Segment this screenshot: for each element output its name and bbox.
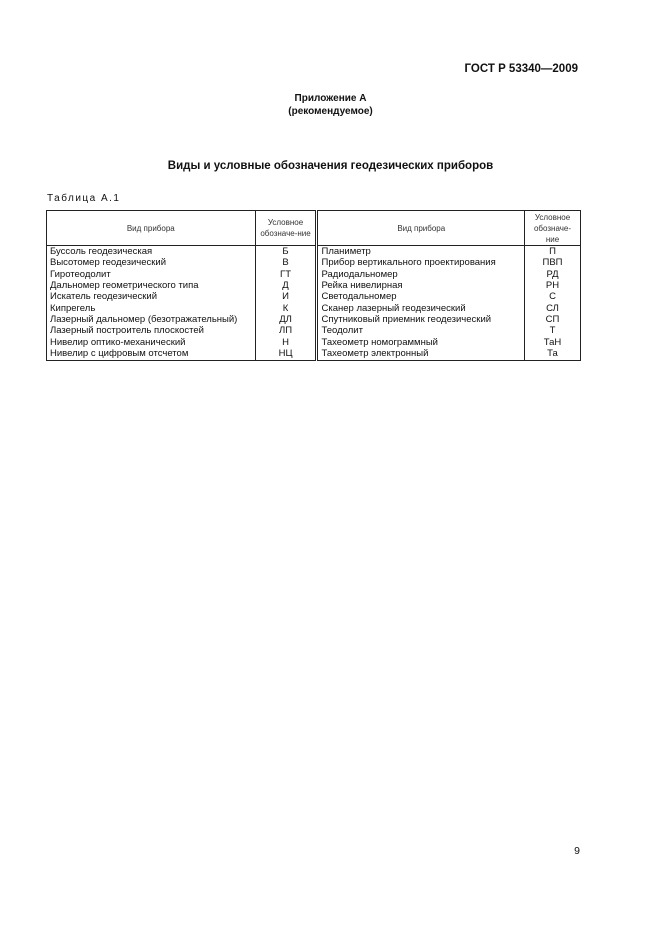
section-heading: Виды и условные обозначения геодезических приборов <box>167 160 494 172</box>
instrument-code-left: НЦ <box>255 348 317 361</box>
instrument-name-right: Тахеометр номограммный <box>317 336 525 347</box>
header-name-right: Вид прибора <box>317 211 525 246</box>
table-row <box>47 314 581 325</box>
table-body <box>47 246 581 361</box>
appendix-title: Приложение А <box>294 93 367 104</box>
instrument-code-right: ПВП <box>525 257 581 268</box>
instruments-table-wrapper <box>46 210 581 361</box>
instrument-code-left: ДЛ <box>255 314 317 325</box>
header-name-left: Вид прибора <box>47 211 256 246</box>
table-row <box>47 348 581 361</box>
table-row <box>47 257 581 268</box>
table-row <box>47 246 581 258</box>
appendix-block <box>0 92 661 118</box>
instrument-name-right: Тахеометр электронный <box>317 348 525 361</box>
instrument-name-right: Теодолит <box>317 325 525 336</box>
instrument-name-right: Спутниковый приемник геодезический <box>317 314 525 325</box>
instrument-code-left: ГТ <box>255 269 317 280</box>
instrument-name-right: Светодальномер <box>317 291 525 302</box>
instrument-code-right: СЛ <box>525 302 581 313</box>
table-row <box>47 291 581 302</box>
instrument-code-right: РН <box>525 280 581 291</box>
instrument-name-left: Нивелир оптико-механический <box>47 336 256 347</box>
instrument-name-left: Искатель геодезический <box>47 291 256 302</box>
instrument-code-right: П <box>525 246 581 258</box>
table-row <box>47 280 581 291</box>
instrument-name-left: Лазерный дальномер (безотражательный) <box>47 314 256 325</box>
table-row <box>47 269 581 280</box>
instrument-code-left: Н <box>255 336 317 347</box>
table-row <box>47 325 581 336</box>
instrument-code-left: Б <box>255 246 317 258</box>
table-row <box>47 302 581 313</box>
instrument-name-right: Прибор вертикального проектирования <box>317 257 525 268</box>
instrument-name-left: Нивелир с цифровым отсчетом <box>47 348 256 361</box>
instrument-code-left: И <box>255 291 317 302</box>
header-code-left: Условное обозначе-ние <box>255 211 317 246</box>
instrument-code-right: ТаН <box>525 336 581 347</box>
document-code: ГОСТ Р 53340—2009 <box>464 63 578 75</box>
instrument-name-left: Гиротеодолит <box>47 269 256 280</box>
instrument-code-right: РД <box>525 269 581 280</box>
instrument-code-right: СП <box>525 314 581 325</box>
instrument-code-right: Т <box>525 325 581 336</box>
instrument-name-left: Лазерный построитель плоскостей <box>47 325 256 336</box>
instruments-table <box>46 210 581 361</box>
instrument-name-right: Планиметр <box>317 246 525 258</box>
instrument-name-right: Сканер лазерный геодезический <box>317 302 525 313</box>
page-number: 9 <box>574 845 580 857</box>
instrument-name-right: Радиодальномер <box>317 269 525 280</box>
instrument-code-left: К <box>255 302 317 313</box>
table-row <box>47 336 581 347</box>
instrument-code-left: ЛП <box>255 325 317 336</box>
appendix-subtitle: (рекомендуемое) <box>288 106 373 117</box>
instrument-code-right: С <box>525 291 581 302</box>
instrument-code-left: В <box>255 257 317 268</box>
table-header-row <box>47 211 581 246</box>
instrument-name-left: Дальномер геометрического типа <box>47 280 256 291</box>
instrument-name-left: Высотомер геодезический <box>47 257 256 268</box>
instrument-name-left: Буссоль геодезическая <box>47 246 256 258</box>
instrument-name-right: Рейка нивелирная <box>317 280 525 291</box>
instrument-code-left: Д <box>255 280 317 291</box>
instrument-code-right: Та <box>525 348 581 361</box>
table-caption: Таблица А.1 <box>47 193 121 204</box>
instrument-name-left: Кипрегель <box>47 302 256 313</box>
header-code-right: Условное обозначе-ние <box>525 211 581 246</box>
